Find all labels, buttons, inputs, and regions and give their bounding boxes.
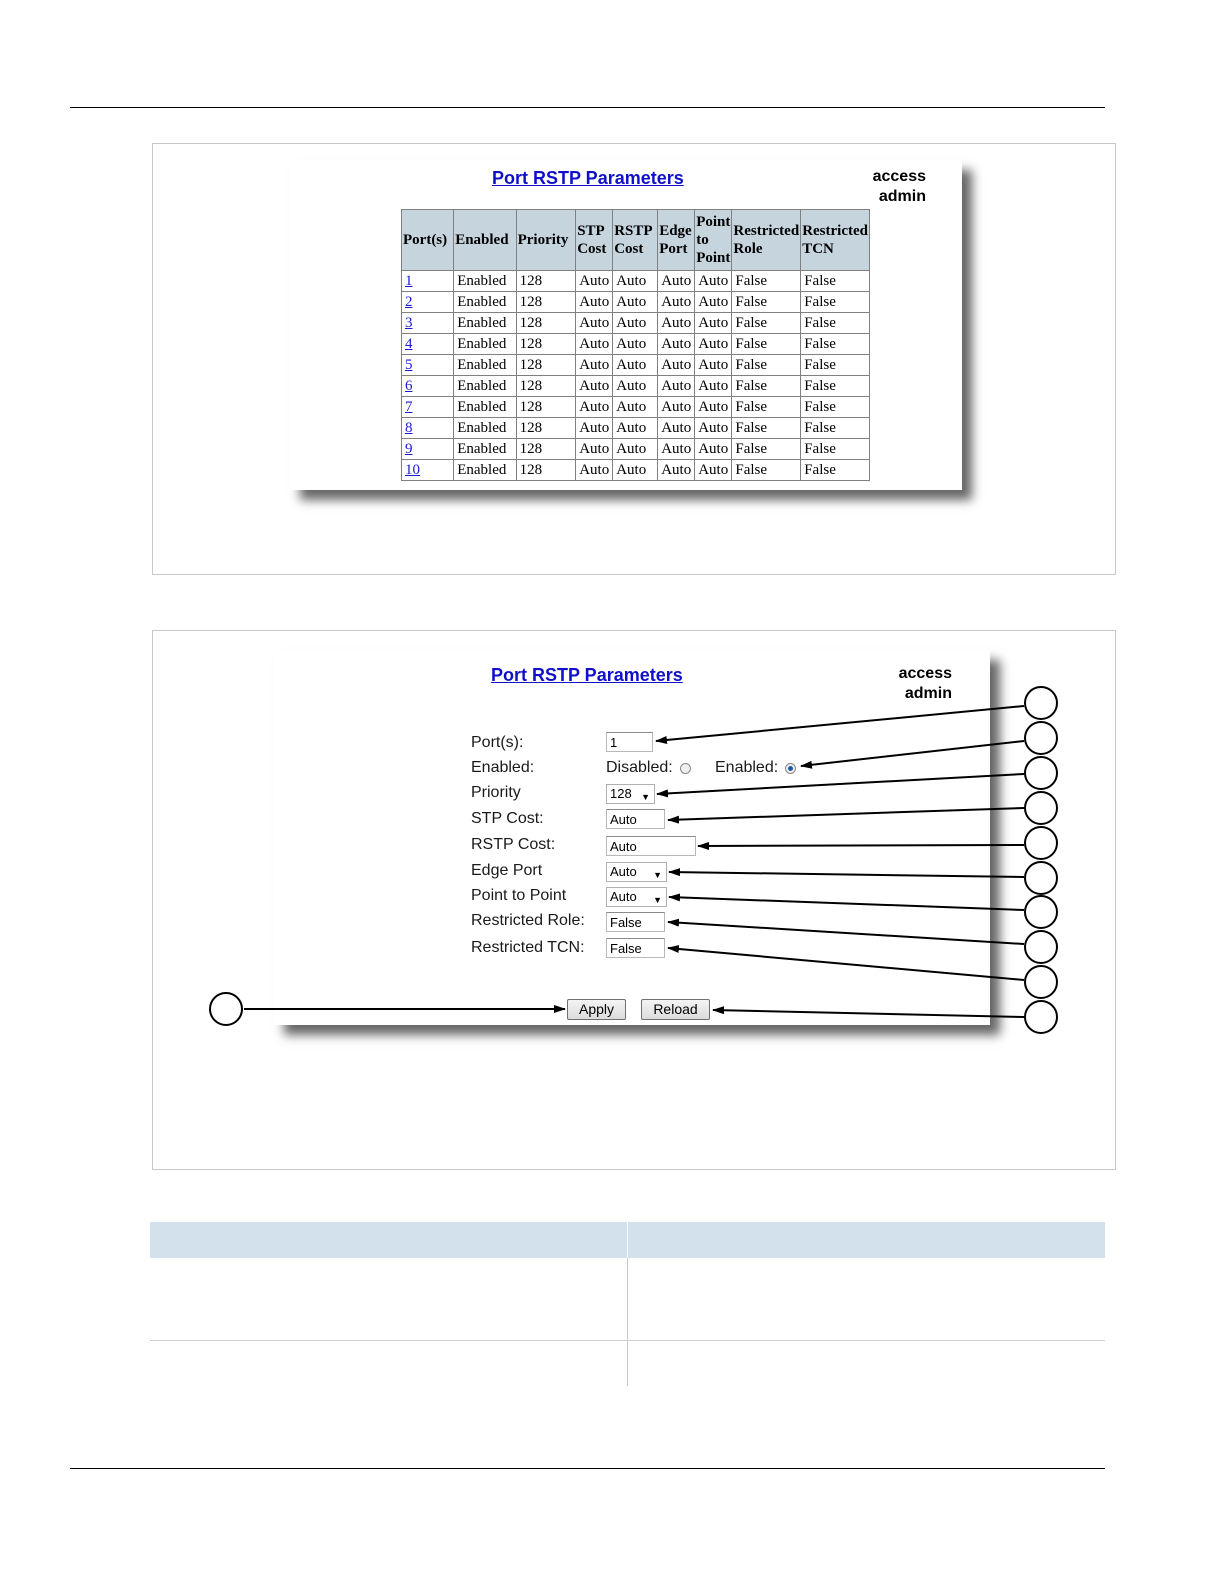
ports-label: Port(s):: [471, 734, 524, 751]
cell-restricted-tcn: False: [801, 292, 869, 312]
cell-ports: [402, 376, 453, 396]
disabled-radio-label: Disabled:: [606, 759, 673, 776]
cell-point-to-point: Auto: [695, 460, 731, 480]
cell-restricted-tcn: False: [801, 355, 869, 375]
doc-table-col-divider: [627, 1258, 628, 1386]
cell-ports: [402, 334, 453, 354]
cell-stp-cost: Auto: [576, 376, 612, 396]
table-row: [402, 271, 869, 291]
chevron-down-icon: ▼: [641, 792, 650, 802]
access-label: access: [872, 168, 926, 185]
point-to-point-select-value: Auto: [610, 889, 637, 904]
disabled-radio[interactable]: [680, 763, 691, 774]
stp-cost-input[interactable]: Auto: [606, 809, 665, 829]
cell-restricted-role: False: [732, 397, 800, 417]
col-header-point-to-point: Point to Point: [695, 210, 731, 270]
cell-ports: [402, 271, 453, 291]
table-row: [402, 376, 869, 396]
cell-edge-port: Auto: [658, 418, 694, 438]
cell-rstp-cost: Auto: [613, 271, 657, 291]
restricted-tcn-label: Restricted TCN:: [471, 939, 585, 956]
footer-rule: [70, 1468, 1105, 1469]
apply-button[interactable]: Apply: [567, 999, 626, 1020]
table-row: [402, 292, 869, 312]
cell-priority: 128: [517, 376, 576, 396]
port-link[interactable]: 1: [405, 273, 413, 289]
restricted-tcn-input[interactable]: False: [606, 938, 665, 958]
cell-priority: 128: [517, 313, 576, 333]
cell-point-to-point: Auto: [695, 397, 731, 417]
cell-restricted-role: False: [732, 313, 800, 333]
port-link[interactable]: 2: [405, 294, 413, 310]
table-row: [402, 418, 869, 438]
cell-restricted-tcn: False: [801, 460, 869, 480]
cell-stp-cost: Auto: [576, 355, 612, 375]
cell-edge-port: Auto: [658, 376, 694, 396]
port-link[interactable]: 5: [405, 357, 413, 373]
cell-stp-cost: Auto: [576, 460, 612, 480]
col-header-rstp-cost: RSTP Cost: [613, 210, 657, 270]
cell-edge-port: Auto: [658, 313, 694, 333]
cell-rstp-cost: Auto: [613, 439, 657, 459]
cell-edge-port: Auto: [658, 292, 694, 312]
cell-restricted-role: False: [732, 376, 800, 396]
cell-enabled: Enabled: [454, 376, 515, 396]
cell-point-to-point: Auto: [695, 355, 731, 375]
cell-rstp-cost: Auto: [613, 355, 657, 375]
cell-priority: 128: [517, 292, 576, 312]
point-to-point-label: Point to Point: [471, 887, 567, 904]
cell-priority: 128: [517, 418, 576, 438]
reload-button[interactable]: Reload: [641, 999, 710, 1020]
cell-restricted-role: False: [732, 460, 800, 480]
cell-enabled: Enabled: [454, 397, 515, 417]
cell-restricted-role: False: [732, 271, 800, 291]
cell-enabled: Enabled: [454, 271, 515, 291]
cell-restricted-tcn: False: [801, 418, 869, 438]
cell-priority: 128: [517, 439, 576, 459]
cell-rstp-cost: Auto: [613, 376, 657, 396]
point-to-point-select[interactable]: [606, 887, 667, 907]
cell-edge-port: Auto: [658, 271, 694, 291]
ports-input[interactable]: 1: [606, 732, 653, 752]
col-header-priority: Priority: [517, 210, 576, 270]
cell-stp-cost: Auto: [576, 313, 612, 333]
cell-restricted-tcn: False: [801, 334, 869, 354]
cell-stp-cost: Auto: [576, 418, 612, 438]
table-row: [402, 460, 869, 480]
port-link[interactable]: 3: [405, 315, 413, 331]
restricted-role-label: Restricted Role:: [471, 912, 585, 929]
cell-edge-port: Auto: [658, 460, 694, 480]
priority-label: Priority: [471, 784, 521, 801]
cell-restricted-tcn: False: [801, 397, 869, 417]
cell-edge-port: Auto: [658, 334, 694, 354]
cell-restricted-tcn: False: [801, 313, 869, 333]
cell-edge-port: Auto: [658, 355, 694, 375]
cell-rstp-cost: Auto: [613, 397, 657, 417]
access-level: [860, 167, 926, 207]
enabled-label: Enabled:: [471, 759, 535, 776]
cell-restricted-tcn: False: [801, 439, 869, 459]
header-rule: [70, 107, 1105, 108]
port-rstp-table: [401, 209, 870, 481]
cell-rstp-cost: Auto: [613, 313, 657, 333]
cell-ports: [402, 355, 453, 375]
col-header-stp-cost: STP Cost: [576, 210, 612, 270]
cell-restricted-role: False: [732, 439, 800, 459]
port-link[interactable]: 8: [405, 420, 413, 436]
cell-enabled: Enabled: [454, 460, 515, 480]
port-link[interactable]: 4: [405, 336, 413, 352]
cell-edge-port: Auto: [658, 397, 694, 417]
cell-enabled: Enabled: [454, 313, 515, 333]
cell-rstp-cost: Auto: [613, 334, 657, 354]
rstp-cost-input[interactable]: Auto: [606, 836, 696, 856]
cell-ports: [402, 397, 453, 417]
cell-edge-port: Auto: [658, 439, 694, 459]
port-link[interactable]: 6: [405, 378, 413, 394]
cell-enabled: Enabled: [454, 355, 515, 375]
col-header-restricted-tcn: Restricted TCN: [801, 210, 869, 270]
cell-stp-cost: Auto: [576, 334, 612, 354]
priority-select[interactable]: [606, 784, 655, 804]
priority-select-value: 128: [610, 786, 632, 801]
cell-restricted-role: False: [732, 292, 800, 312]
chevron-down-icon: ▼: [653, 870, 662, 880]
cell-point-to-point: Auto: [695, 271, 731, 291]
stp-cost-label: STP Cost:: [471, 810, 544, 827]
col-header-edge-port: Edge Port: [658, 210, 694, 270]
cell-priority: 128: [517, 397, 576, 417]
col-header-enabled: Enabled: [454, 210, 515, 270]
edge-port-label: Edge Port: [471, 862, 543, 879]
cell-point-to-point: Auto: [695, 418, 731, 438]
table-row: [402, 439, 869, 459]
cell-ports: [402, 313, 453, 333]
cell-point-to-point: Auto: [695, 334, 731, 354]
cell-priority: 128: [517, 334, 576, 354]
cell-point-to-point: Auto: [695, 439, 731, 459]
cell-stp-cost: Auto: [576, 439, 612, 459]
enabled-radio-label: Enabled:: [715, 759, 779, 776]
cell-priority: 128: [517, 355, 576, 375]
cell-stp-cost: Auto: [576, 292, 612, 312]
cell-point-to-point: Auto: [695, 292, 731, 312]
rstp-cost-label: RSTP Cost:: [471, 836, 556, 853]
edge-port-select[interactable]: [606, 862, 667, 882]
col-header-ports: Port(s): [402, 210, 453, 270]
cell-restricted-role: False: [732, 418, 800, 438]
chevron-down-icon: ▼: [653, 895, 662, 905]
form-access-level: [880, 664, 952, 704]
cell-ports: [402, 292, 453, 312]
cell-stp-cost: Auto: [576, 271, 612, 291]
cell-point-to-point: Auto: [695, 313, 731, 333]
port-link[interactable]: 10: [405, 462, 420, 478]
enabled-radio[interactable]: [785, 763, 796, 774]
table-row: [402, 313, 869, 333]
cell-restricted-role: False: [732, 334, 800, 354]
cell-rstp-cost: Auto: [613, 418, 657, 438]
cell-restricted-tcn: False: [801, 376, 869, 396]
doc-table-col-divider-header: [627, 1222, 628, 1258]
cell-ports: [402, 418, 453, 438]
cell-restricted-tcn: False: [801, 271, 869, 291]
cell-enabled: Enabled: [454, 418, 515, 438]
access-value: admin: [878, 188, 926, 205]
port-link[interactable]: 9: [405, 441, 413, 457]
cell-point-to-point: Auto: [695, 376, 731, 396]
restricted-role-input[interactable]: False: [606, 912, 665, 932]
cell-stp-cost: Auto: [576, 397, 612, 417]
cell-restricted-role: False: [732, 355, 800, 375]
form-access-label: access: [898, 665, 952, 682]
cell-rstp-cost: Auto: [613, 460, 657, 480]
form-access-value: admin: [904, 685, 952, 702]
cell-enabled: Enabled: [454, 334, 515, 354]
table-row: [402, 334, 869, 354]
doc-table-row-divider: [150, 1340, 1105, 1341]
cell-enabled: Enabled: [454, 292, 515, 312]
table-row: [402, 397, 869, 417]
page-title[interactable]: Port RSTP Parameters: [492, 168, 684, 188]
table-row: [402, 355, 869, 375]
cell-enabled: Enabled: [454, 439, 515, 459]
cell-ports: [402, 439, 453, 459]
form-page-title[interactable]: Port RSTP Parameters: [491, 665, 683, 685]
cell-ports: [402, 460, 453, 480]
col-header-restricted-role: Restricted Role: [732, 210, 800, 270]
cell-priority: 128: [517, 460, 576, 480]
cell-rstp-cost: Auto: [613, 292, 657, 312]
cell-priority: 128: [517, 271, 576, 291]
port-link[interactable]: 7: [405, 399, 413, 415]
edge-port-select-value: Auto: [610, 864, 637, 879]
